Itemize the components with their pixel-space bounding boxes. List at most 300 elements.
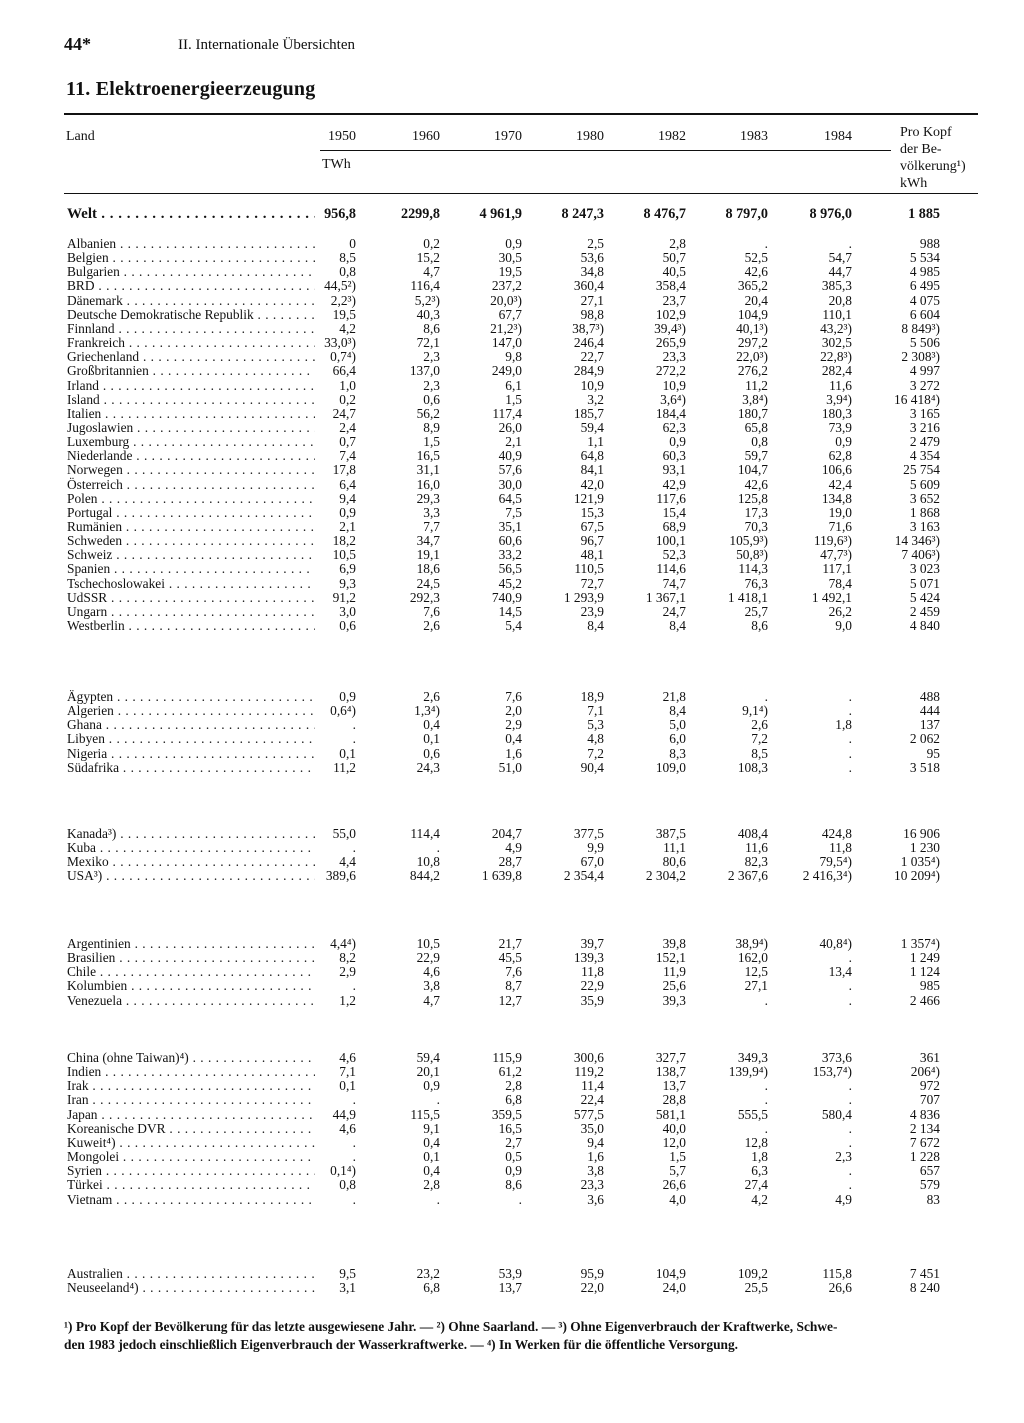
table-row	[0, 760, 1024, 775]
production-value: 39,8	[662, 936, 686, 951]
production-value: 16,0	[416, 476, 440, 492]
production-value: 4,8	[587, 731, 604, 747]
production-value: .	[848, 1120, 852, 1136]
production-value: 11,8	[829, 840, 852, 856]
table-row	[0, 491, 1024, 506]
production-value: 42,9	[662, 476, 686, 492]
country-name: Mexiko . . .	[67, 854, 315, 869]
production-value: 4,2	[751, 1191, 768, 1207]
production-value: 389,6	[325, 868, 356, 884]
table-row	[0, 420, 1024, 435]
production-value: 3,2	[587, 391, 604, 407]
production-value: 11,4	[581, 1078, 604, 1094]
production-value: 22,8³)	[820, 349, 852, 365]
production-value: 147,0	[491, 335, 522, 351]
per-capita-value: 16 418⁴)	[894, 391, 940, 407]
production-value: 2,2³)	[330, 292, 356, 308]
production-value: 2 367,6	[727, 868, 768, 884]
table-row	[0, 950, 1024, 965]
country-name: Schweden . . .	[67, 533, 315, 548]
production-value: 1,6	[505, 745, 522, 761]
production-value: 104,9	[655, 1266, 686, 1281]
country-name: Ägypten . . .	[67, 689, 315, 704]
country-name: Norwegen . . .	[67, 462, 315, 477]
per-capita-value: 3 272	[909, 377, 940, 393]
country-name: Polen . . .	[67, 491, 315, 506]
production-value: 24,7	[332, 405, 356, 421]
production-value: 20,8	[828, 292, 852, 308]
country-name: Kuba . . .	[67, 840, 315, 855]
country-name: Belgien . . .	[67, 250, 315, 265]
production-value: 237,2	[491, 278, 522, 294]
production-value: 76,3	[744, 575, 768, 591]
production-value: 1 418,1	[727, 589, 768, 605]
production-value: 2,4	[339, 419, 356, 435]
per-capita-value: 3 652	[909, 490, 940, 506]
country-name: Chile . . .	[67, 964, 315, 979]
production-value: 55,0	[332, 826, 356, 841]
production-value: 276,2	[737, 363, 768, 379]
production-value: 1,5	[669, 1149, 686, 1165]
production-value: 60,3	[662, 448, 686, 464]
production-value: 108,3	[737, 759, 768, 775]
production-value: 8,5	[339, 250, 356, 266]
production-value: 2,8	[423, 1177, 440, 1193]
production-value: 119,2	[574, 1064, 604, 1080]
production-value: 1,1	[587, 434, 604, 450]
per-capita-value: 3 023	[909, 561, 940, 577]
per-capita-value: 1 868	[909, 504, 940, 520]
production-value: 13,7	[662, 1078, 686, 1094]
production-value: 115,9	[492, 1050, 522, 1065]
production-value: 5,4	[505, 618, 522, 634]
country-name: USA³) . . .	[67, 868, 315, 883]
production-value: 8,3	[669, 745, 686, 761]
country-name: Vietnam . . .	[67, 1192, 315, 1207]
per-capita-value: 444	[919, 703, 940, 719]
table-row	[0, 378, 1024, 393]
per-capita-value: 2 308³)	[901, 349, 940, 365]
production-value: 114,6	[656, 561, 686, 577]
production-value: 44,9	[332, 1106, 356, 1122]
table-row	[0, 1177, 1024, 1192]
production-value: 292,3	[409, 589, 440, 605]
production-value: 7,6	[505, 689, 522, 704]
table-row	[0, 1064, 1024, 1079]
production-value: 4,6	[423, 964, 440, 980]
per-capita-value: 579	[919, 1177, 940, 1193]
country-name: Brasilien . . .	[67, 950, 315, 965]
production-value: 23,3	[662, 349, 686, 365]
production-value: 0,1	[339, 1078, 356, 1094]
production-value: 93,1	[662, 462, 686, 478]
production-value: 106,6	[821, 462, 852, 478]
country-name: Dänemark . . .	[67, 293, 315, 308]
production-value: 349,3	[737, 1050, 768, 1065]
per-capita-value: 1 230	[909, 840, 940, 856]
production-value: 40,5	[662, 264, 686, 280]
production-value: 57,6	[498, 462, 522, 478]
production-value: 8,4	[587, 618, 604, 634]
production-value: 7,6	[505, 964, 522, 980]
table-row	[0, 1078, 1024, 1093]
production-value: 9,1⁴)	[742, 703, 768, 719]
country-name: Iran . . .	[67, 1092, 315, 1107]
production-value: 34,7	[416, 533, 440, 549]
production-value: 12,5	[744, 964, 768, 980]
country-name: Irak . . .	[67, 1078, 315, 1093]
production-value: 555,5	[737, 1106, 768, 1122]
country-name: Luxemburg . . .	[67, 434, 315, 449]
per-capita-value: 7 451	[909, 1266, 940, 1281]
table-row	[0, 936, 1024, 951]
production-value: 27,1	[744, 978, 768, 994]
per-capita-value: 137	[919, 717, 940, 733]
production-value: .	[518, 1191, 522, 1207]
per-capita-value: 16 906	[903, 826, 940, 841]
production-value: 117,1	[822, 561, 852, 577]
production-value: 0,6	[423, 745, 440, 761]
production-value: 40,8⁴)	[819, 936, 852, 951]
table-row	[0, 264, 1024, 279]
production-value: .	[848, 992, 852, 1008]
production-value: 137,0	[409, 363, 440, 379]
production-value: 18,9	[580, 689, 604, 704]
production-value: 3,8⁴)	[742, 391, 768, 407]
production-value: 119,6³)	[813, 533, 852, 549]
per-capita-value: 5 609	[909, 476, 940, 492]
production-value: .	[764, 1120, 768, 1136]
table-row	[0, 335, 1024, 350]
per-capita-value: 4 985	[909, 264, 940, 280]
production-value: 8,5	[751, 745, 768, 761]
production-value: 21,8	[662, 689, 686, 704]
production-value: 8,2	[339, 950, 356, 966]
production-value: 0,9	[835, 434, 852, 450]
production-value: .	[764, 689, 768, 704]
country-name: Mongolei . . .	[67, 1149, 315, 1164]
table-title: 11. Elektroenergieerzeugung	[66, 78, 316, 100]
per-capita-value: 4 075	[909, 292, 940, 308]
production-value: 0,4	[423, 717, 440, 733]
production-value: .	[848, 1163, 852, 1179]
production-value: 74,7	[662, 575, 686, 591]
production-value: 6,1	[505, 377, 522, 393]
production-value: 22,0	[580, 1280, 604, 1296]
table-row	[0, 236, 1024, 251]
per-capita-value: 2 134	[909, 1120, 940, 1136]
per-capita-value: 2 459	[909, 603, 940, 619]
production-value: 30,5	[498, 250, 522, 266]
production-value: .	[352, 1149, 356, 1165]
table-row	[0, 392, 1024, 407]
country-name: China (ohne Taiwan)⁴) . . .	[67, 1050, 315, 1065]
table-row	[0, 840, 1024, 855]
column-header-year: 1980	[576, 129, 604, 144]
production-value: 0,7⁴)	[330, 349, 356, 365]
production-value: 90,4	[580, 759, 604, 775]
production-value: .	[848, 1078, 852, 1094]
production-value: 45,5	[498, 950, 522, 966]
production-value: 11,9	[663, 964, 686, 980]
per-capita-value: 488	[919, 689, 940, 704]
production-value: 1,5	[505, 391, 522, 407]
production-value: 2,5	[587, 236, 604, 251]
production-value: 13,7	[498, 1280, 522, 1296]
production-value: 7,1	[587, 703, 604, 719]
table-row	[0, 746, 1024, 761]
production-value: 23,9	[580, 603, 604, 619]
production-value: 96,7	[580, 533, 604, 549]
production-value: 115,8	[822, 1266, 852, 1281]
production-value: 3,6	[587, 1191, 604, 1207]
production-value: .	[848, 1134, 852, 1150]
production-value: .	[764, 1092, 768, 1108]
table-row	[0, 978, 1024, 993]
country-name: Westberlin . . .	[67, 618, 315, 633]
country-name: Türkei . . .	[67, 1177, 315, 1192]
production-value: 1 492,1	[811, 589, 852, 605]
production-value: 0,8	[339, 1177, 356, 1193]
production-value: 327,7	[655, 1050, 686, 1065]
table-row	[0, 349, 1024, 364]
production-value: 2,1	[339, 519, 356, 534]
country-name: Rumänien . . .	[67, 519, 315, 534]
production-value: 2,9	[339, 964, 356, 980]
country-name: Australien . . .	[67, 1266, 315, 1281]
production-value: 844,2	[409, 868, 440, 884]
production-value: 45,2	[498, 575, 522, 591]
column-header-year: 1950	[328, 129, 356, 144]
production-value: 50,7	[662, 250, 686, 266]
per-capita-line: völkerung¹)	[900, 159, 966, 174]
production-value: 62,8	[828, 448, 852, 464]
table-row	[0, 561, 1024, 576]
production-value: 11,2	[745, 377, 768, 393]
production-value: 110,1	[822, 306, 852, 322]
production-value: 11,8	[581, 964, 604, 980]
column-header-year: 1984	[824, 129, 852, 144]
country-name: Schweiz . . .	[67, 547, 315, 562]
production-value: 358,4	[655, 278, 686, 294]
country-name: Kanada³) . . .	[67, 826, 315, 841]
production-value: 12,8	[744, 1134, 768, 1150]
production-value: 9,5	[339, 1266, 356, 1281]
production-value: 162,0	[737, 950, 768, 966]
production-value: 9,1	[423, 1120, 440, 1136]
production-value: 22,7	[580, 349, 604, 365]
production-value: 42,0	[580, 476, 604, 492]
production-value: 0,6⁴)	[330, 703, 356, 719]
production-value: 0,1	[423, 731, 440, 747]
production-value: 373,6	[821, 1050, 852, 1065]
production-value: 109,0	[655, 759, 686, 775]
table-row	[0, 505, 1024, 520]
country-name: Deutsche Demokratische Republik . . .	[67, 307, 315, 322]
production-value: 8,9	[423, 419, 440, 435]
production-value: 1,6	[587, 1149, 604, 1165]
production-value: 18,6	[416, 561, 440, 577]
production-value: 2 416,3⁴)	[802, 868, 852, 884]
production-value: 185,7	[573, 405, 604, 421]
per-capita-value: 6 495	[909, 278, 940, 294]
production-value: 7,6	[423, 603, 440, 619]
table-row	[0, 1050, 1024, 1065]
production-value: 115,5	[410, 1106, 440, 1122]
production-value: 1 293,9	[563, 589, 604, 605]
production-value: 27,4	[744, 1177, 768, 1193]
production-value: 6,0	[669, 731, 686, 747]
production-value: 0,8	[339, 264, 356, 280]
production-value: 64,8	[580, 448, 604, 464]
production-value: 15,2	[416, 250, 440, 266]
production-value: 114,4	[410, 826, 440, 841]
production-value: .	[848, 703, 852, 719]
production-value: .	[436, 1191, 440, 1207]
table-row	[0, 448, 1024, 463]
country-name: Libyen . . .	[67, 731, 315, 746]
production-value: 184,4	[655, 405, 686, 421]
table-row	[0, 868, 1024, 883]
production-value: .	[352, 840, 356, 856]
production-value: 0,5	[505, 1149, 522, 1165]
production-value: 12,7	[498, 992, 522, 1008]
production-value: 65,8	[744, 419, 768, 435]
production-value: 67,0	[580, 854, 604, 870]
production-value: .	[352, 717, 356, 733]
production-value: 28,8	[662, 1092, 686, 1108]
production-value: 153,7⁴)	[812, 1064, 852, 1080]
production-value: 2 304,2	[645, 868, 686, 884]
table-row	[0, 964, 1024, 979]
per-capita-value: 8 849³)	[901, 320, 940, 336]
production-value: 24,3	[416, 759, 440, 775]
table-row	[0, 533, 1024, 548]
production-value: .	[848, 745, 852, 761]
per-capita-value: 972	[919, 1078, 940, 1094]
production-value: 114,3	[738, 561, 768, 577]
production-value: 44,7	[828, 264, 852, 280]
production-value: 5,3	[587, 717, 604, 733]
production-value: 59,4	[416, 1050, 440, 1065]
production-value: 5,0	[669, 717, 686, 733]
production-value: 300,6	[573, 1050, 604, 1065]
table-row	[0, 717, 1024, 732]
production-value: 249,0	[491, 363, 522, 379]
per-capita-value: 2 062	[909, 731, 940, 747]
production-value: 134,8	[821, 490, 852, 506]
production-value: 10,9	[662, 377, 686, 393]
table-row	[0, 703, 1024, 718]
production-value: 1,3⁴)	[414, 703, 440, 719]
production-value: 2,6	[423, 689, 440, 704]
table-row	[0, 547, 1024, 562]
production-value: 580,4	[821, 1106, 852, 1122]
production-value: 0,1⁴)	[330, 1163, 356, 1179]
production-value: 121,9	[573, 490, 604, 506]
country-name: Kolumbien . . .	[67, 978, 315, 993]
per-capita-value: 1 885	[908, 206, 940, 222]
production-value: 105,9³)	[729, 533, 768, 549]
production-value: 2299,8	[400, 206, 440, 222]
per-capita-value: 10 209⁴)	[894, 868, 940, 884]
table-row	[0, 731, 1024, 746]
table-row	[0, 576, 1024, 591]
production-value: 35,9	[580, 992, 604, 1008]
production-value: 9,8	[505, 349, 522, 365]
country-name: Algerien . . .	[67, 703, 315, 718]
production-value: 5,2³)	[414, 292, 440, 308]
table-row	[0, 1280, 1024, 1295]
production-value: 100,1	[655, 533, 686, 549]
production-value: 95,9	[580, 1266, 604, 1281]
production-value: 38,7³)	[572, 320, 604, 336]
country-name: Ghana . . .	[67, 717, 315, 732]
production-value: 152,1	[655, 950, 686, 966]
production-value: .	[764, 1078, 768, 1094]
country-name: Argentinien . . .	[67, 936, 315, 951]
per-capita-value: 2 466	[909, 992, 940, 1008]
production-value: 39,4³)	[654, 320, 686, 336]
production-value: .	[352, 978, 356, 994]
production-value: 365,2	[737, 278, 768, 294]
production-value: 4 961,9	[479, 206, 522, 222]
production-value: 56,2	[416, 405, 440, 421]
production-value: 78,4	[828, 575, 852, 591]
production-value: 8 476,7	[643, 206, 686, 222]
production-value: 16,5	[416, 448, 440, 464]
table-row	[0, 1107, 1024, 1122]
production-value: 387,5	[655, 826, 686, 841]
production-value: 82,3	[744, 854, 768, 870]
production-value: 284,9	[573, 363, 604, 379]
per-capita-value: 1 357⁴)	[900, 936, 940, 951]
production-value: 2 354,4	[563, 868, 604, 884]
column-header-year: 1982	[658, 129, 686, 144]
production-value: 19,5	[332, 306, 356, 322]
country-name: Portugal . . .	[67, 505, 315, 520]
production-value: 72,1	[416, 335, 440, 351]
country-name: Indien . . .	[67, 1064, 315, 1079]
production-value: 9,9	[587, 840, 604, 856]
production-value: 7,2	[751, 731, 768, 747]
production-value: 1,8	[751, 1149, 768, 1165]
production-value: 8,6	[505, 1177, 522, 1193]
production-value: 0,4	[423, 1134, 440, 1150]
production-value: 8 247,3	[561, 206, 604, 222]
production-value: 3,3	[423, 504, 440, 520]
table-row	[0, 293, 1024, 308]
production-value: .	[352, 1134, 356, 1150]
production-value: 11,6	[829, 377, 852, 393]
per-capita-value: 3 216	[909, 419, 940, 435]
per-capita-value: 1 249	[909, 950, 940, 966]
production-value: 4,4⁴)	[330, 936, 356, 951]
country-name: Island . . .	[67, 392, 315, 407]
production-value: 72,7	[580, 575, 604, 591]
production-value: 2,6	[423, 618, 440, 634]
production-value: 33,2	[498, 547, 522, 563]
production-value: 0,9	[339, 689, 356, 704]
table-row	[0, 307, 1024, 322]
production-value: 80,6	[662, 854, 686, 870]
footnote-line: ¹) Pro Kopf der Bevölkerung für das letzte ausgewiesene Jahr. — ²) Ohne Saarland. — ³) Ohne Eigenverbrauch der Kraftwerke, Schwe-	[64, 1319, 838, 1334]
production-value: 265,9	[655, 335, 686, 351]
production-value: 24,5	[416, 575, 440, 591]
production-value: 302,5	[821, 335, 852, 351]
production-value: 6,3	[751, 1163, 768, 1179]
production-value: 360,4	[573, 278, 604, 294]
